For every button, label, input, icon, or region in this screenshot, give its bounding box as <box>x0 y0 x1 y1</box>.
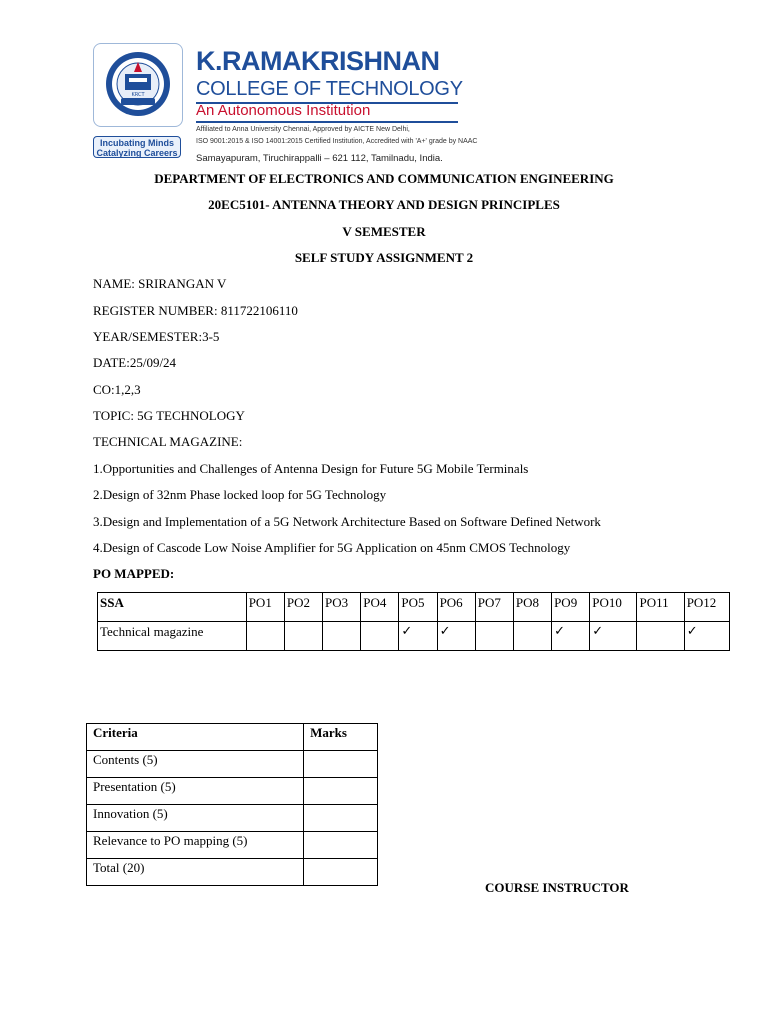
po-row-label: Technical magazine <box>98 622 247 651</box>
criteria-relevance: Relevance to PO mapping (5) <box>87 832 304 859</box>
college-header <box>92 42 478 166</box>
student-name: NAME: SRIRANGAN V <box>93 276 227 291</box>
po7-check-cell <box>475 622 513 651</box>
po-header-po11: PO11 <box>637 593 684 622</box>
autonomous-label: An Autonomous Institution <box>196 102 371 119</box>
topic: TOPIC: 5G TECHNOLOGY <box>93 408 245 423</box>
po8-check-cell <box>513 622 551 651</box>
register-number: REGISTER NUMBER: 811722106110 <box>93 303 298 318</box>
college-name: K.RAMAKRISHNAN <box>196 46 440 76</box>
po-header-po4: PO4 <box>361 593 399 622</box>
table-row <box>87 805 378 832</box>
criteria-table <box>86 723 378 886</box>
po6-check-cell: ✓ <box>437 622 475 651</box>
date: DATE:25/09/24 <box>93 355 177 370</box>
magazine-item-2: 2.Design of 32nm Phase locked loop for 5G Technology <box>93 487 387 502</box>
marks-cell <box>304 832 378 859</box>
po-mapping-table <box>97 592 730 651</box>
po1-check-cell <box>246 622 284 651</box>
po-header-ssa: SSA <box>98 593 247 622</box>
table-row <box>87 778 378 805</box>
po-header-po2: PO2 <box>284 593 322 622</box>
po-header-po6: PO6 <box>437 593 475 622</box>
po3-check-cell <box>323 622 361 651</box>
marks-cell <box>304 751 378 778</box>
po-data-row <box>98 622 730 651</box>
po5-check-cell: ✓ <box>399 622 437 651</box>
assignment-heading: SELF STUDY ASSIGNMENT 2 <box>294 250 474 265</box>
magazine-label: TECHNICAL MAGAZINE: <box>93 434 243 449</box>
seal-emblem-icon <box>103 48 173 120</box>
po10-check-cell: ✓ <box>590 622 637 651</box>
header-rule-bottom <box>196 121 458 123</box>
criteria-presentation: Presentation (5) <box>87 778 304 805</box>
po-header-po7: PO7 <box>475 593 513 622</box>
marks-header: Marks <box>304 724 378 751</box>
po-header-po10: PO10 <box>590 593 637 622</box>
po-mapped-title: PO MAPPED: <box>93 566 175 581</box>
course-heading: 20EC5101- ANTENNA THEORY AND DESIGN PRINCIPLES <box>208 197 560 212</box>
magazine-item-4: 4.Design of Cascode Low Noise Amplifier for 5G Application on 45nm CMOS Technology <box>93 540 571 555</box>
criteria-contents: Contents (5) <box>87 751 304 778</box>
magazine-item-3: 3.Design and Implementation of a 5G Network Architecture Based on Software Defined Network <box>93 514 601 529</box>
po-header-po3: PO3 <box>323 593 361 622</box>
criteria-header: Criteria <box>87 724 304 751</box>
po-header-po12: PO12 <box>684 593 729 622</box>
table-row <box>87 751 378 778</box>
course-outcomes: CO:1,2,3 <box>93 382 141 397</box>
criteria-innovation: Innovation (5) <box>87 805 304 832</box>
marks-cell <box>304 859 378 886</box>
course-instructor-label: COURSE INSTRUCTOR <box>485 880 629 895</box>
seal-text: KRCT <box>131 92 145 98</box>
po-header-po5: PO5 <box>399 593 437 622</box>
po-header-po1: PO1 <box>246 593 284 622</box>
marks-cell <box>304 778 378 805</box>
tagline-badge <box>93 136 181 158</box>
tagline-line-1: Incubating Minds <box>100 138 174 148</box>
tagline-line-2: Catalyzing Careers <box>96 148 178 158</box>
po11-check-cell <box>637 622 684 651</box>
department-heading: DEPARTMENT OF ELECTRONICS AND COMMUNICATION ENGINEERING <box>154 171 614 186</box>
po2-check-cell <box>284 622 322 651</box>
po-header-po9: PO9 <box>552 593 590 622</box>
po-header-po8: PO8 <box>513 593 551 622</box>
college-address: Samayapuram, Tiruchirappalli – 621 112, Tamilnadu, India. <box>196 153 443 164</box>
table-row <box>87 832 378 859</box>
college-subtitle: COLLEGE OF TECHNOLOGY <box>196 78 463 100</box>
po12-check-cell: ✓ <box>684 622 729 651</box>
year-semester: YEAR/SEMESTER:3-5 <box>93 329 220 344</box>
semester-heading: V SEMESTER <box>342 224 426 239</box>
table-row <box>87 859 378 886</box>
po-header-row <box>98 593 730 622</box>
po9-check-cell: ✓ <box>552 622 590 651</box>
affiliation-line-2: ISO 9001:2015 & ISO 14001:2015 Certified Institution, Accredited with 'A+' grade by NAAC <box>196 138 478 145</box>
magazine-item-1: 1.Opportunities and Challenges of Antenna Design for Future 5G Mobile Terminals <box>93 461 529 476</box>
po4-check-cell <box>361 622 399 651</box>
criteria-header-row <box>87 724 378 751</box>
college-seal <box>93 43 183 127</box>
marks-cell <box>304 805 378 832</box>
affiliation-line-1: Affiliated to Anna University Chennai, Approved by AICTE New Delhi, <box>196 126 410 133</box>
criteria-total: Total (20) <box>87 859 304 886</box>
